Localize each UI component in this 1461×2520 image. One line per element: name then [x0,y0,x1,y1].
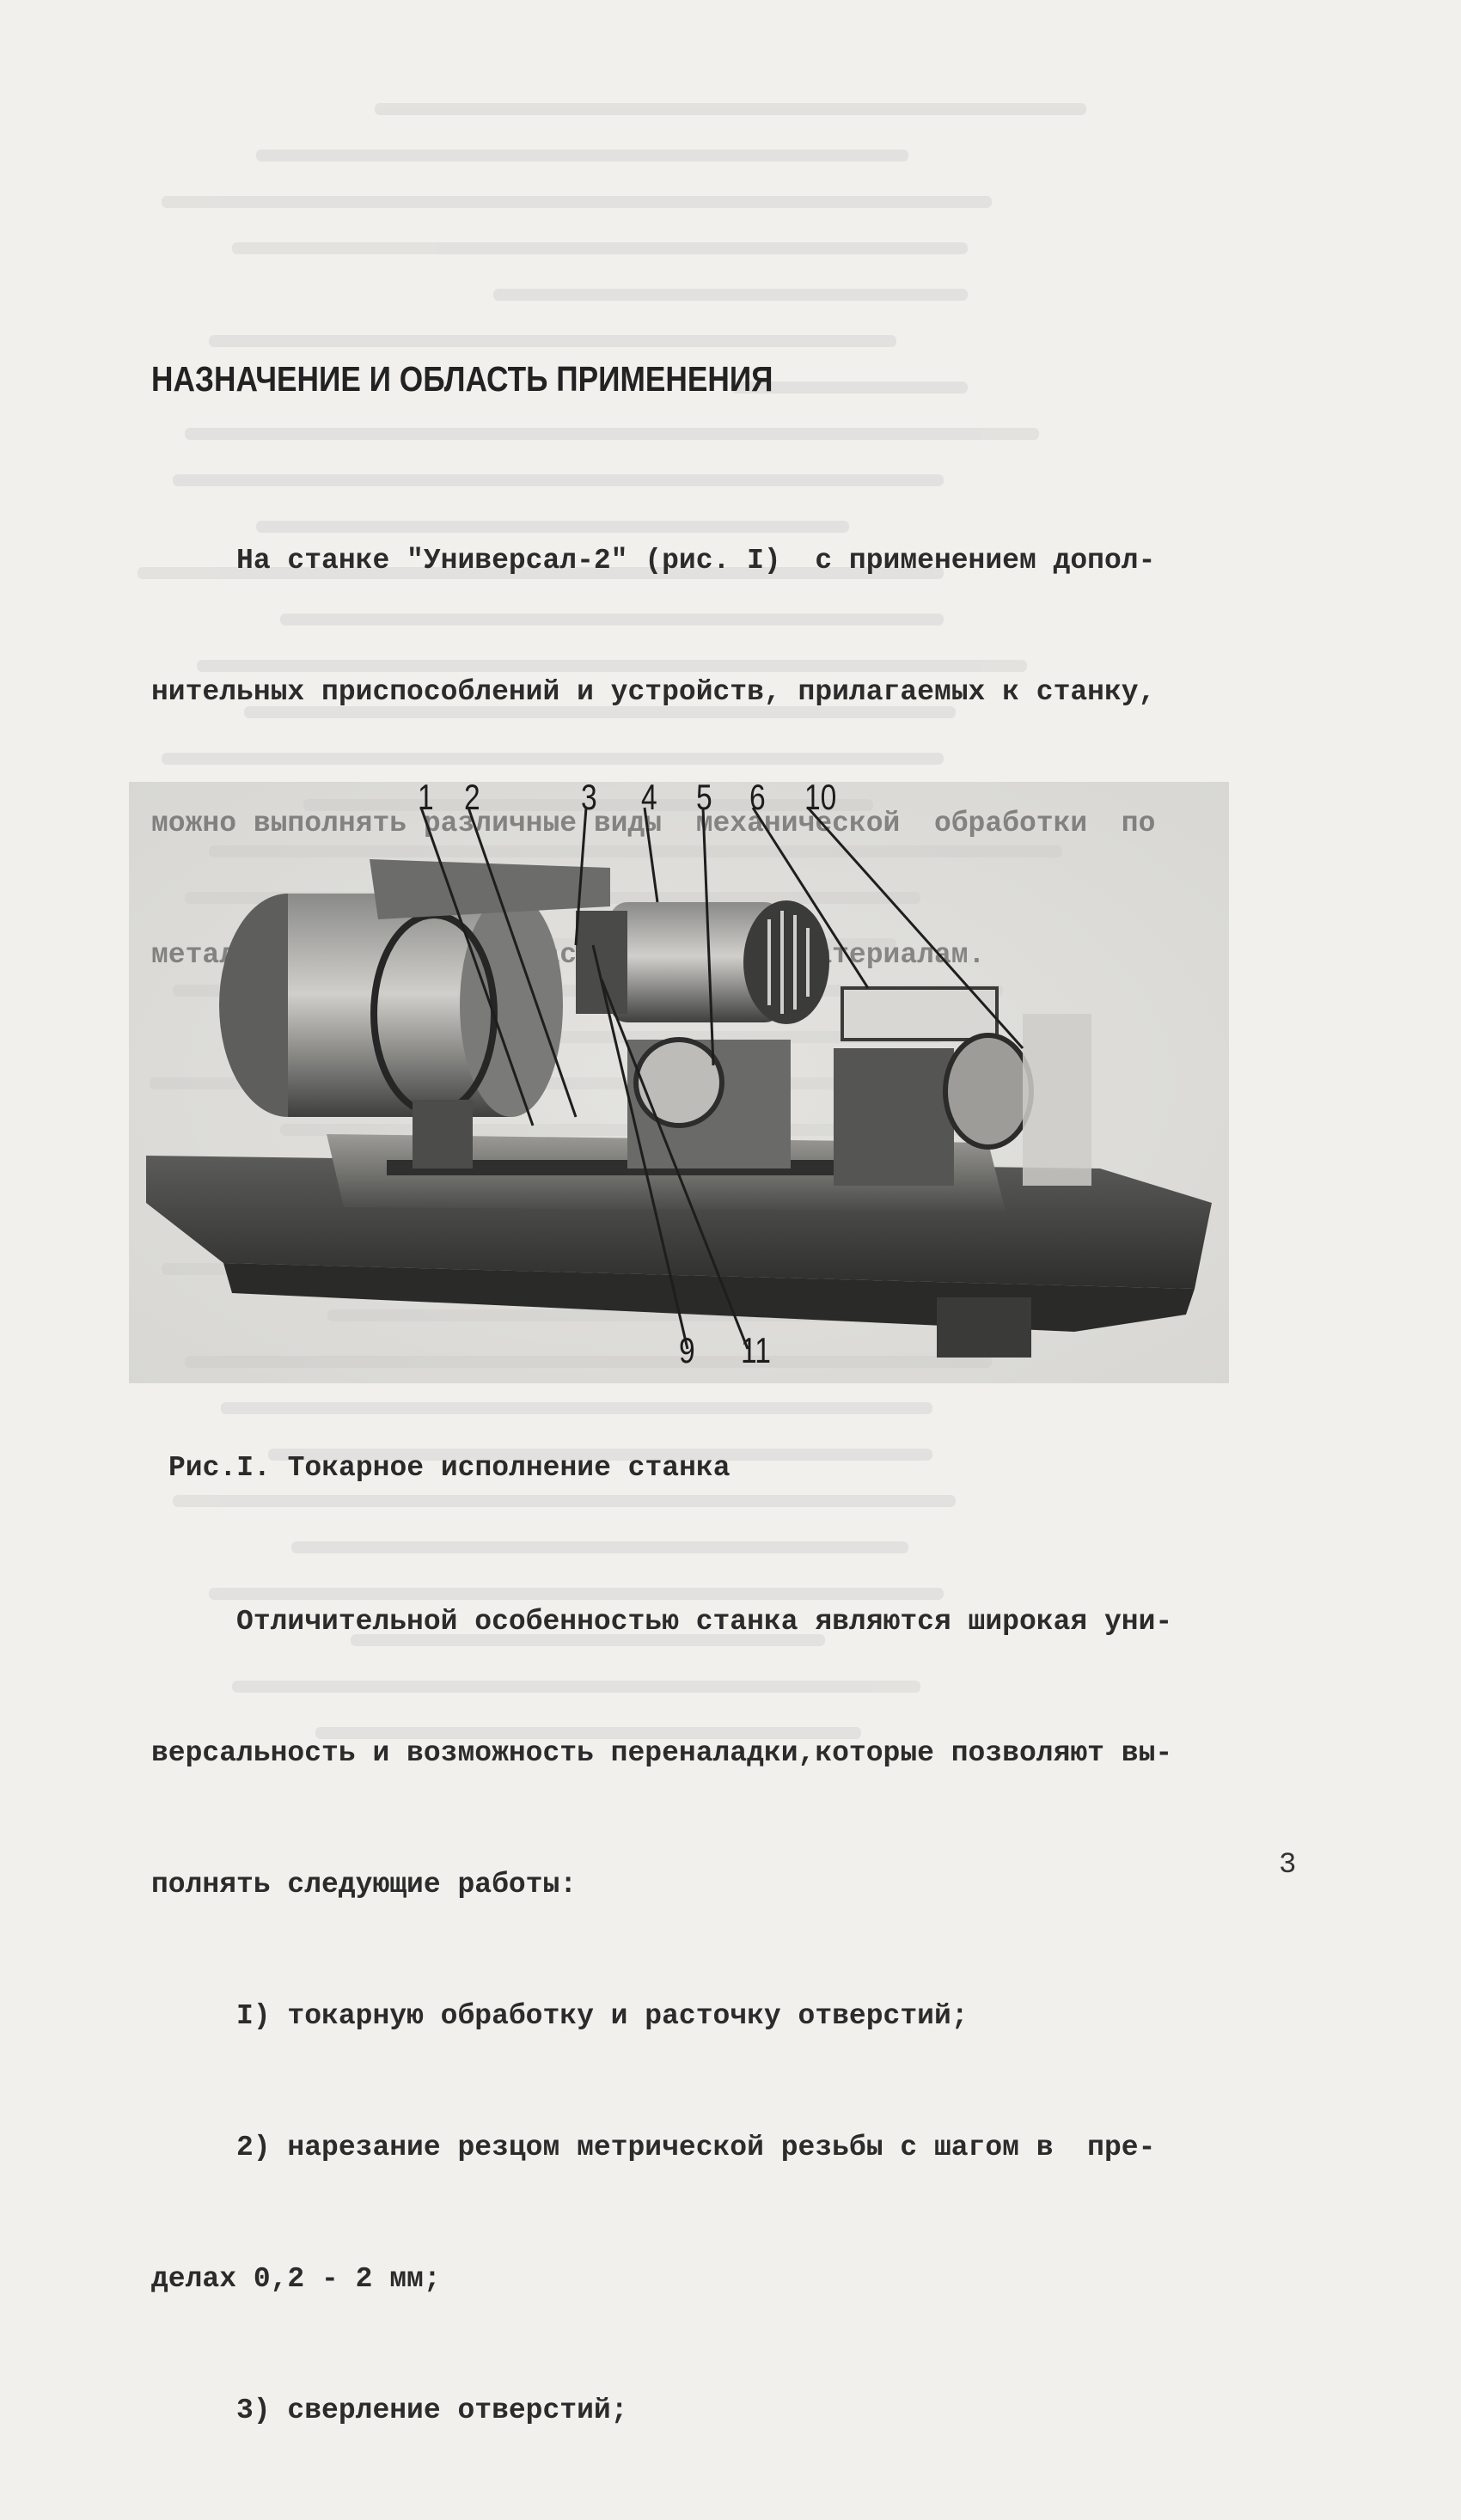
figure-caption: Рис.I. Токарное исполнение станка [168,1452,730,1484]
body-line: 2) нарезание резцом метрической резьбы с шагом в пре- [151,2132,1156,2163]
figure-label-1: 1 [418,777,434,817]
intro-line: нительных приспособлений и устройств, прилагаемых к станку, [151,676,1156,708]
body-line: полнять следующие работы: [151,1869,578,1901]
figure-label-10: 10 [804,777,837,817]
lathe-figure [129,756,1229,1392]
figure-label-4: 4 [641,777,657,817]
section-heading: НАЗНАЧЕНИЕ И ОБЛАСТЬ ПРИМЕНЕНИЯ [151,359,773,399]
figure-label-6: 6 [749,777,766,817]
handwheel [636,1040,722,1126]
body-line: Отличительной особенностью станка являются широкая уни- [151,1606,1173,1638]
guard-panel [1023,1014,1091,1186]
body-line: делах 0,2 - 2 мм; [151,2263,441,2295]
figure-label-9: 9 [679,1330,695,1370]
spindle-stand [413,1100,473,1168]
page-number: 3 [1279,1849,1297,1882]
tailstock-wheel [945,1035,1031,1147]
base-foot [937,1297,1031,1358]
motor-shaft-cover [576,911,627,1014]
tool-post [842,988,997,1040]
body-line: версальность и возможность переналадки,которые позволяют вы- [151,1737,1173,1769]
figure-label-11: 11 [741,1330,771,1370]
intro-line: На станке "Универсал-2" (рис. I) с применением допол- [151,545,1156,577]
drive-motor-fan [743,900,829,1024]
figure-label-5: 5 [696,777,712,817]
figure-label-2: 2 [464,777,480,817]
body-line: 3) сверление отверстий; [151,2395,628,2426]
body-line: I) токарную обработку и расточку отверстий; [151,2000,969,2032]
tailstock [834,1048,954,1186]
figure-label-3: 3 [581,777,597,817]
body-paragraph [151,1512,1172,2520]
